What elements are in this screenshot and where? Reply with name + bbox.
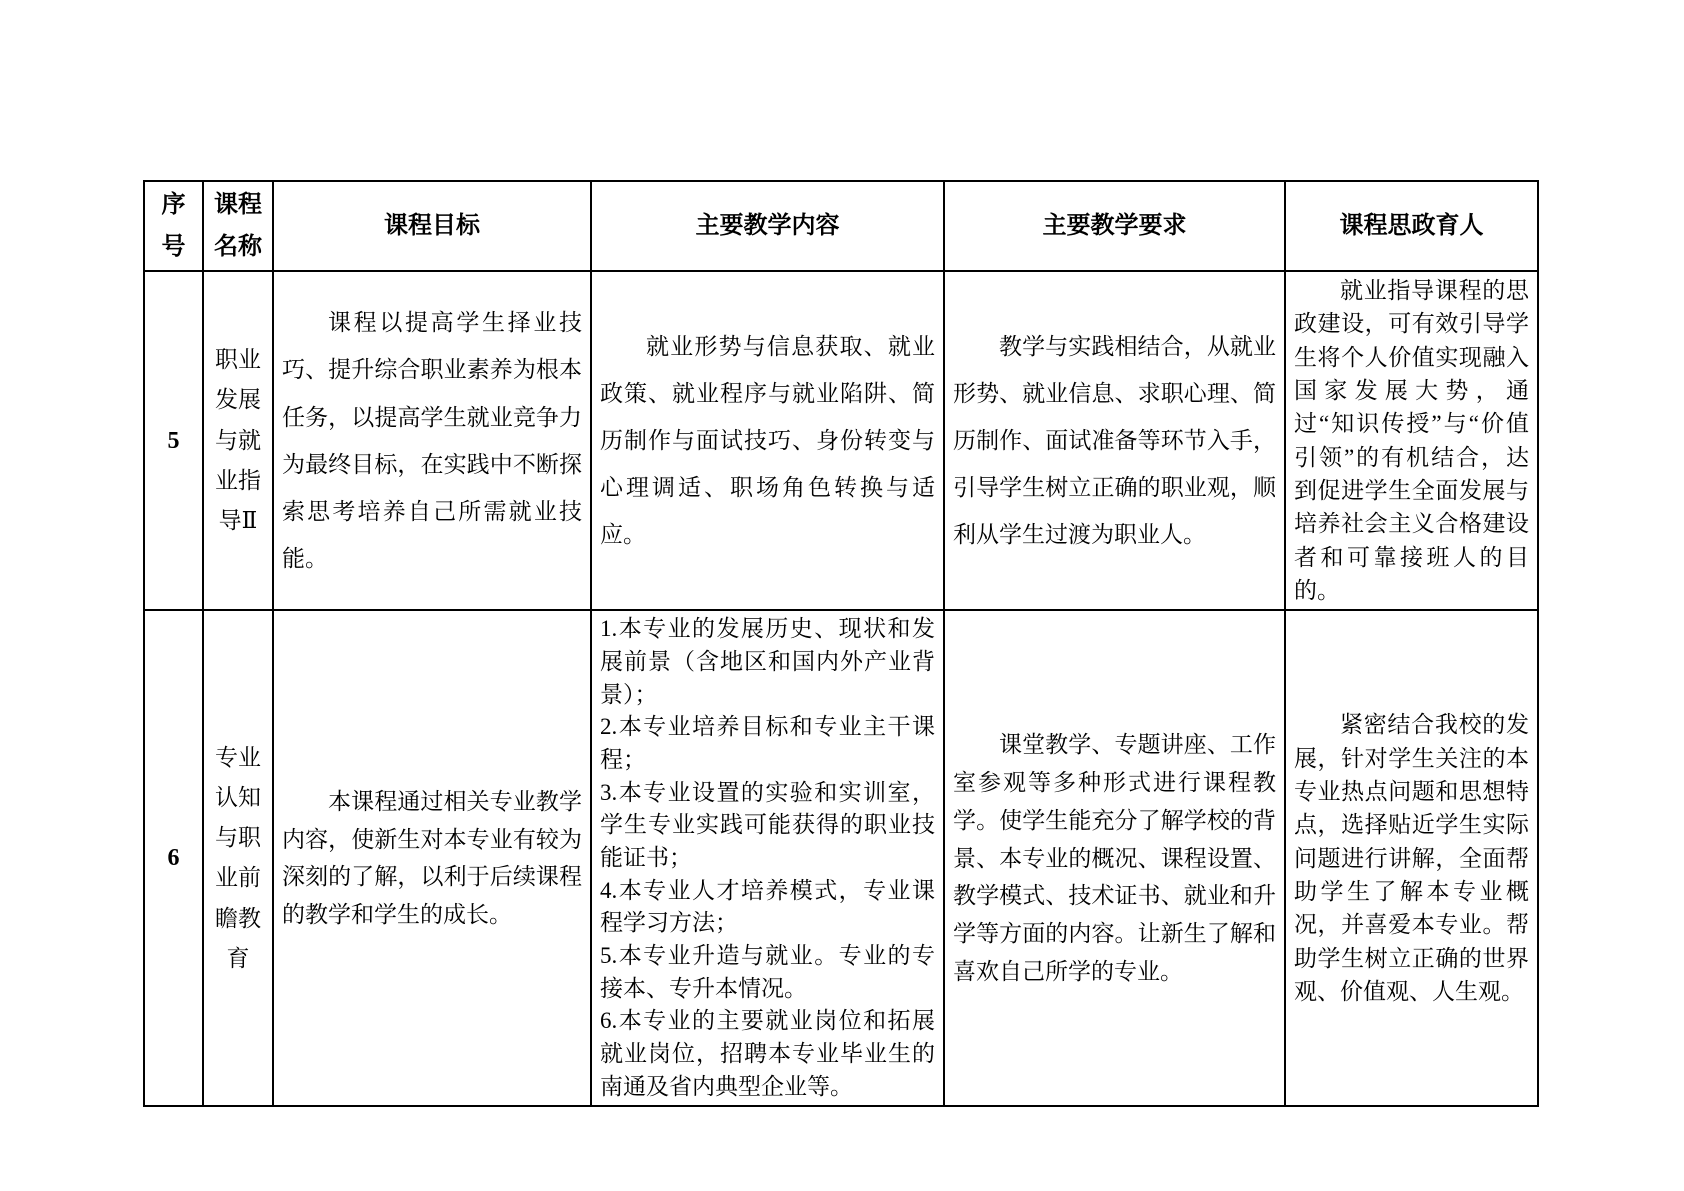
row6-content-item: 5.本专业升造与就业。专业的专接本、专升本情况。 bbox=[600, 943, 935, 1001]
cell-row5-ideology bbox=[1285, 271, 1538, 610]
cell-row6-ideology bbox=[1285, 610, 1538, 1106]
cell-row6-course-name: 专业认知与职业前瞻教育 bbox=[203, 610, 273, 1106]
row5-content-text: 就业形势与信息获取、就业政策、就业程序与就业陷阱、简历制作与面试技巧、身份转变与心理调适、职场角色转换与适应。 bbox=[600, 333, 935, 548]
row5-ideology-text: 就业指导课程的思政建设，可有效引导学生将个人价值实现融入国家发展大势，通过“知识传授”与“价值引领”的有机结合，达到促进学生全面发展与培养社会主义合格建设者和可靠接班人的目的。 bbox=[1294, 278, 1529, 604]
table-row-5 bbox=[144, 271, 1538, 610]
row6-content-item: 6.本专业的主要就业岗位和拓展就业岗位，招聘本专业毕业生的南通及省内典型企业等。 bbox=[600, 1008, 935, 1099]
cell-row5-num: 5 bbox=[144, 271, 203, 610]
header-num-label: 序号 bbox=[161, 192, 186, 260]
cell-row6-requirement bbox=[944, 610, 1285, 1106]
row6-content-item: 2.本专业培养目标和专业主干课程； bbox=[600, 714, 935, 773]
table-row-6 bbox=[144, 610, 1538, 1106]
cell-row6-content bbox=[591, 610, 944, 1106]
cell-row5-content bbox=[591, 271, 944, 610]
row6-ideology-text: 紧密结合我校的发展，针对学生关注的本专业热点问题和思想特点，选择贴近学生实际问题进行讲解，全面帮助学生了解本专业概况，并喜爱本专业。帮助学生树立正确的世界观、价值观、人生观。 bbox=[1294, 712, 1529, 1005]
cell-row5-goal bbox=[273, 271, 591, 610]
header-ideology: 课程思政育人 bbox=[1285, 181, 1538, 271]
header-goal: 课程目标 bbox=[273, 181, 591, 271]
cell-row6-num: 6 bbox=[144, 610, 203, 1106]
row6-requirement-text: 课堂教学、专题讲座、工作室参观等多种形式进行课程教学。使学生能充分了解学校的背景、本专业的概况、课程设置、教学模式、技术证书、就业和升学等方面的内容。让新生了解和喜欢自己所学的专业。 bbox=[953, 732, 1276, 984]
course-table bbox=[143, 180, 1539, 1107]
cell-row5-requirement bbox=[944, 271, 1285, 610]
row6-goal-text: 本课程通过相关专业教学内容，使新生对本专业有较为深刻的了解，以利于后续课程的教学和学生的成长。 bbox=[282, 788, 582, 928]
row6-content-item: 1.本专业的发展历史、现状和发展前景（含地区和国内外产业背景）； bbox=[600, 616, 935, 707]
row5-requirement-text: 教学与实践相结合，从就业形势、就业信息、求职心理、简历制作、面试准备等环节入手，引导学生树立正确的职业观，顺利从学生过渡为职业人。 bbox=[953, 333, 1276, 548]
row6-content-item: 3.本专业设置的实验和实训室，学生专业实践可能获得的职业技能证书； bbox=[600, 779, 935, 871]
header-row bbox=[144, 181, 1538, 271]
row6-content-item: 4.本专业人才培养模式，专业课程学习方法； bbox=[600, 877, 935, 936]
cell-row5-course-name: 职业发展与就业指导Ⅱ bbox=[203, 271, 273, 610]
header-course-name bbox=[203, 181, 273, 271]
row5-goal-text: 课程以提高学生择业技巧、提升综合职业素养为根本任务，以提高学生就业竞争力为最终目标，在实践中不断探索思考培养自己所需就业技能。 bbox=[282, 310, 582, 571]
header-course-name-label: 课程名称 bbox=[213, 192, 262, 260]
header-requirement: 主要教学要求 bbox=[944, 181, 1285, 271]
header-content: 主要教学内容 bbox=[591, 181, 944, 271]
header-num bbox=[144, 181, 203, 271]
cell-row6-goal bbox=[273, 610, 591, 1106]
